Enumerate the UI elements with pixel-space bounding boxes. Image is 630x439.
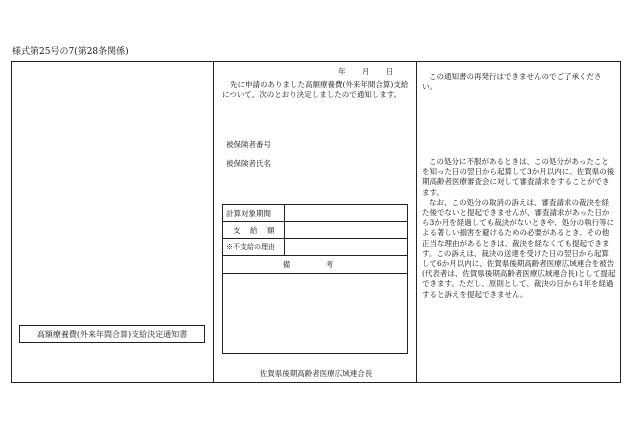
appeal-paragraph-1: この処分に不服があるときは、この処分があったことを知った日の翌日から起算して3か月以内に、佐賀県の後期高齢者医療審査会に対して審査請求をすることができます。 — [422, 157, 615, 197]
right-column-divider — [416, 61, 417, 383]
decision-text — [222, 80, 410, 100]
reissue-notice-text: この通知書の再発行はできませんのでご了承ください。 — [422, 72, 602, 92]
non-payment-reason-label: ※不支給の理由 — [223, 239, 285, 255]
decision-table — [222, 204, 408, 354]
reissue-notice — [422, 72, 616, 92]
period-label: 計算対象期間 — [223, 205, 285, 221]
insured-name-label: 被保険者氏名 — [226, 159, 271, 168]
issuer-name: 佐賀県後期高齢者医療広域連合長 — [259, 369, 373, 378]
notice-title: 高額療養費(外来年間合算)支給決定通知書 — [19, 325, 205, 343]
insured-number-label: 被保険者番号 — [226, 140, 271, 149]
table-row-reason — [223, 239, 407, 256]
form-number: 様式第25号の7(第28条関係) — [12, 47, 129, 57]
issue-date: 年 月 日 — [338, 67, 394, 76]
table-row-period — [223, 205, 407, 222]
appeal-paragraph-2: なお、この処分の取消の訴えは、審査請求の裁決を経た後でないと提起できませんが、審査請求があった日から3か月を経過しても裁決がないときや、処分の執行等による著しい損害を避けるための必要があるとき、その他正当な理由があるときは、裁決を経なくても提起できます。この訴えは、裁決の送達を受けた日の翌日から起算して6か月以内に、佐賀県後期高齢者医療広域連合を被告(代表者は、佐賀県後期高齢者医療広域連合長)として提起できます。ただし、原則として、裁決の日から1年を経過すると訴えを提起できません。 — [422, 197, 616, 299]
amount-label: 支 給 額 — [223, 222, 285, 238]
table-row-amount — [223, 222, 407, 239]
left-column-divider — [213, 61, 214, 383]
appeal-information — [422, 157, 616, 300]
remarks-header: 備 考 — [223, 256, 407, 274]
decision-paragraph: 先に申請のありました高額療養費(外来年間合算)支給について、次のとおり決定しましたので通知します。 — [222, 80, 409, 99]
